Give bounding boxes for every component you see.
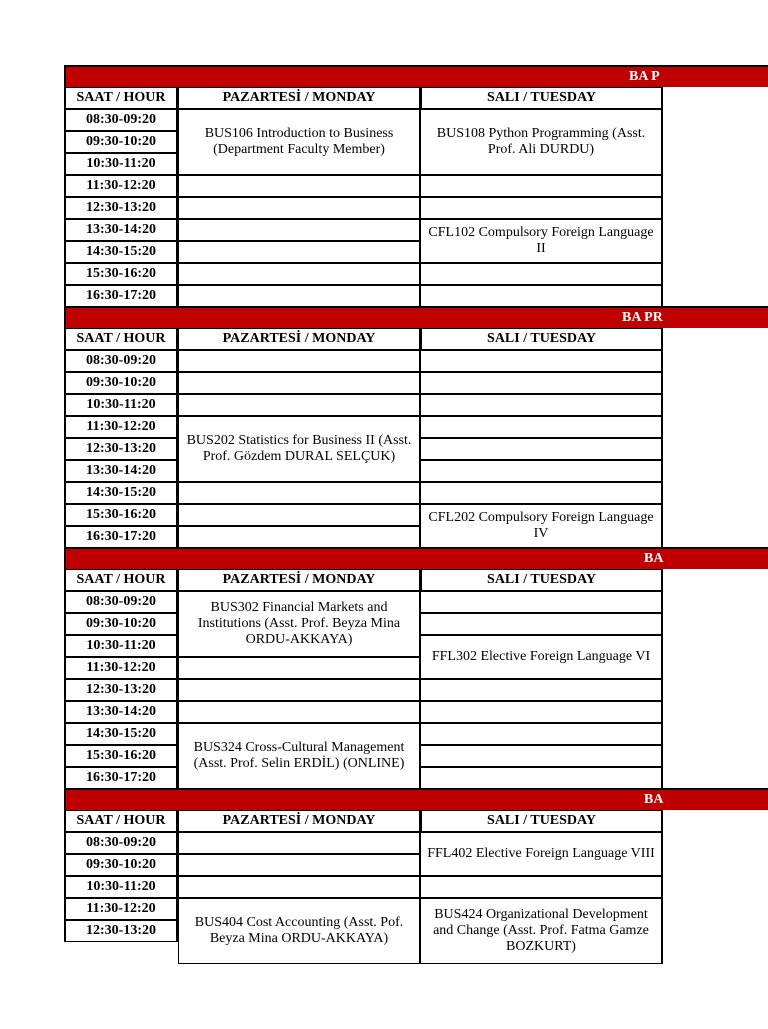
time-slot: 09:30-10:20 (64, 854, 178, 876)
empty-cell (420, 679, 663, 701)
course-text: BUS404 Cost Accounting (Asst. Pof. Beyza Mina ORDU-AKKAYA) (194, 915, 404, 946)
header-monday: PAZARTESİ / MONDAY (178, 810, 420, 832)
tuesday-course-cell (420, 109, 663, 175)
header-time: SAAT / HOUR (64, 328, 178, 350)
time-slot: 13:30-14:20 (64, 701, 178, 723)
empty-cell (178, 504, 420, 526)
course-text: BUS106 Introduction to Business (Department Faculty Member) (204, 126, 394, 157)
empty-cell (178, 175, 420, 197)
header-time: SAAT / HOUR (64, 87, 178, 109)
time-slot: 11:30-12:20 (64, 175, 178, 197)
schedule-block (64, 306, 768, 547)
course-text: BUS202 Statistics for Business II (Asst. Prof. Gözdem DURAL SELÇUK) (186, 433, 412, 464)
empty-cell (420, 175, 663, 197)
program-banner-title: BA P (629, 69, 660, 84)
empty-cell (420, 263, 663, 285)
empty-cell (178, 679, 420, 701)
time-slot: 12:30-13:20 (64, 920, 178, 942)
time-slot: 16:30-17:20 (64, 767, 178, 789)
time-slot: 08:30-09:20 (64, 350, 178, 372)
header-time: SAAT / HOUR (64, 810, 178, 832)
time-slot: 09:30-10:20 (64, 372, 178, 394)
time-slot: 10:30-11:20 (64, 153, 178, 175)
header-tuesday: SALI / TUESDAY (420, 810, 663, 832)
time-slot: 14:30-15:20 (64, 241, 178, 263)
tuesday-course-cell (420, 635, 663, 679)
time-slot: 11:30-12:20 (64, 416, 178, 438)
header-tuesday: SALI / TUESDAY (420, 328, 663, 350)
empty-cell (420, 745, 663, 767)
program-banner (64, 306, 768, 328)
empty-cell (420, 723, 663, 745)
header-monday: PAZARTESİ / MONDAY (178, 569, 420, 591)
program-banner-title: BA PR (622, 310, 663, 325)
monday-course-cell (178, 416, 420, 482)
course-text: FFL302 Elective Foreign Language VI (431, 649, 651, 664)
empty-cell (178, 876, 420, 898)
monday-course-cell (178, 898, 420, 964)
program-banner-title: BA (644, 792, 664, 807)
empty-cell (178, 372, 420, 394)
empty-cell (420, 482, 663, 504)
time-slot: 10:30-11:20 (64, 394, 178, 416)
program-banner (64, 547, 768, 569)
tuesday-course-cell (420, 832, 663, 876)
course-text: BUS302 Financial Markets and Institutions (Asst. Prof. Beyza Mina ORDU-AKKAYA) (197, 600, 401, 647)
schedule-sheet (64, 65, 768, 954)
course-text: CFL102 Compulsory Foreign Language II (428, 225, 654, 256)
time-slot: 13:30-14:20 (64, 460, 178, 482)
header-monday: PAZARTESİ / MONDAY (178, 328, 420, 350)
header-tuesday: SALI / TUESDAY (420, 87, 663, 109)
header-tuesday: SALI / TUESDAY (420, 569, 663, 591)
time-slot: 12:30-13:20 (64, 679, 178, 701)
time-slot: 08:30-09:20 (64, 109, 178, 131)
time-slot: 10:30-11:20 (64, 635, 178, 657)
time-slot: 10:30-11:20 (64, 876, 178, 898)
empty-cell (178, 219, 420, 241)
header-monday: PAZARTESİ / MONDAY (178, 87, 420, 109)
time-slot: 13:30-14:20 (64, 219, 178, 241)
empty-cell (420, 372, 663, 394)
empty-cell (420, 438, 663, 460)
time-slot: 09:30-10:20 (64, 131, 178, 153)
empty-cell (178, 526, 420, 548)
tuesday-course-cell (420, 898, 663, 964)
time-slot: 15:30-16:20 (64, 263, 178, 285)
empty-cell (178, 482, 420, 504)
empty-cell (420, 350, 663, 372)
empty-cell (420, 613, 663, 635)
header-time: SAAT / HOUR (64, 569, 178, 591)
empty-cell (420, 460, 663, 482)
empty-cell (178, 657, 420, 679)
tuesday-course-cell (420, 504, 663, 548)
program-banner (64, 788, 768, 810)
empty-cell (420, 394, 663, 416)
monday-course-cell (178, 591, 420, 657)
empty-cell (420, 767, 663, 789)
time-slot: 09:30-10:20 (64, 613, 178, 635)
time-slot: 11:30-12:20 (64, 657, 178, 679)
program-banner-title: BA (644, 551, 664, 566)
course-text: BUS424 Organizational Development and Change (Asst. Prof. Fatma Gamze BOZKURT) (433, 907, 649, 954)
empty-cell (178, 854, 420, 876)
time-slot: 14:30-15:20 (64, 723, 178, 745)
empty-cell (178, 832, 420, 854)
time-slot: 12:30-13:20 (64, 438, 178, 460)
time-slot: 08:30-09:20 (64, 832, 178, 854)
empty-cell (420, 876, 663, 898)
schedule-block (64, 65, 768, 306)
course-text: CFL202 Compulsory Foreign Language IV (428, 510, 654, 541)
empty-cell (420, 197, 663, 219)
monday-course-cell (178, 109, 420, 175)
program-banner (64, 65, 768, 87)
empty-cell (420, 285, 663, 307)
empty-cell (178, 701, 420, 723)
empty-cell (178, 285, 420, 307)
course-text: FFL402 Elective Foreign Language VIII (427, 846, 655, 861)
time-slot: 11:30-12:20 (64, 898, 178, 920)
empty-cell (178, 197, 420, 219)
empty-cell (178, 263, 420, 285)
time-slot: 08:30-09:20 (64, 591, 178, 613)
empty-cell (178, 394, 420, 416)
monday-course-cell (178, 723, 420, 789)
time-slot: 16:30-17:20 (64, 285, 178, 307)
time-slot: 14:30-15:20 (64, 482, 178, 504)
empty-cell (420, 591, 663, 613)
time-slot: 16:30-17:20 (64, 526, 178, 548)
empty-cell (178, 241, 420, 263)
schedule-block (64, 547, 768, 788)
time-slot: 12:30-13:20 (64, 197, 178, 219)
tuesday-course-cell (420, 219, 663, 263)
time-slot: 15:30-16:20 (64, 504, 178, 526)
empty-cell (420, 701, 663, 723)
empty-cell (420, 416, 663, 438)
time-slot: 15:30-16:20 (64, 745, 178, 767)
course-text: BUS324 Cross-Cultural Management (Asst. Prof. Selin ERDİL) (ONLINE) (193, 740, 405, 771)
schedule-block (64, 788, 768, 1029)
course-text: BUS108 Python Programming (Asst. Prof. Ali DURDU) (436, 126, 646, 157)
empty-cell (178, 350, 420, 372)
